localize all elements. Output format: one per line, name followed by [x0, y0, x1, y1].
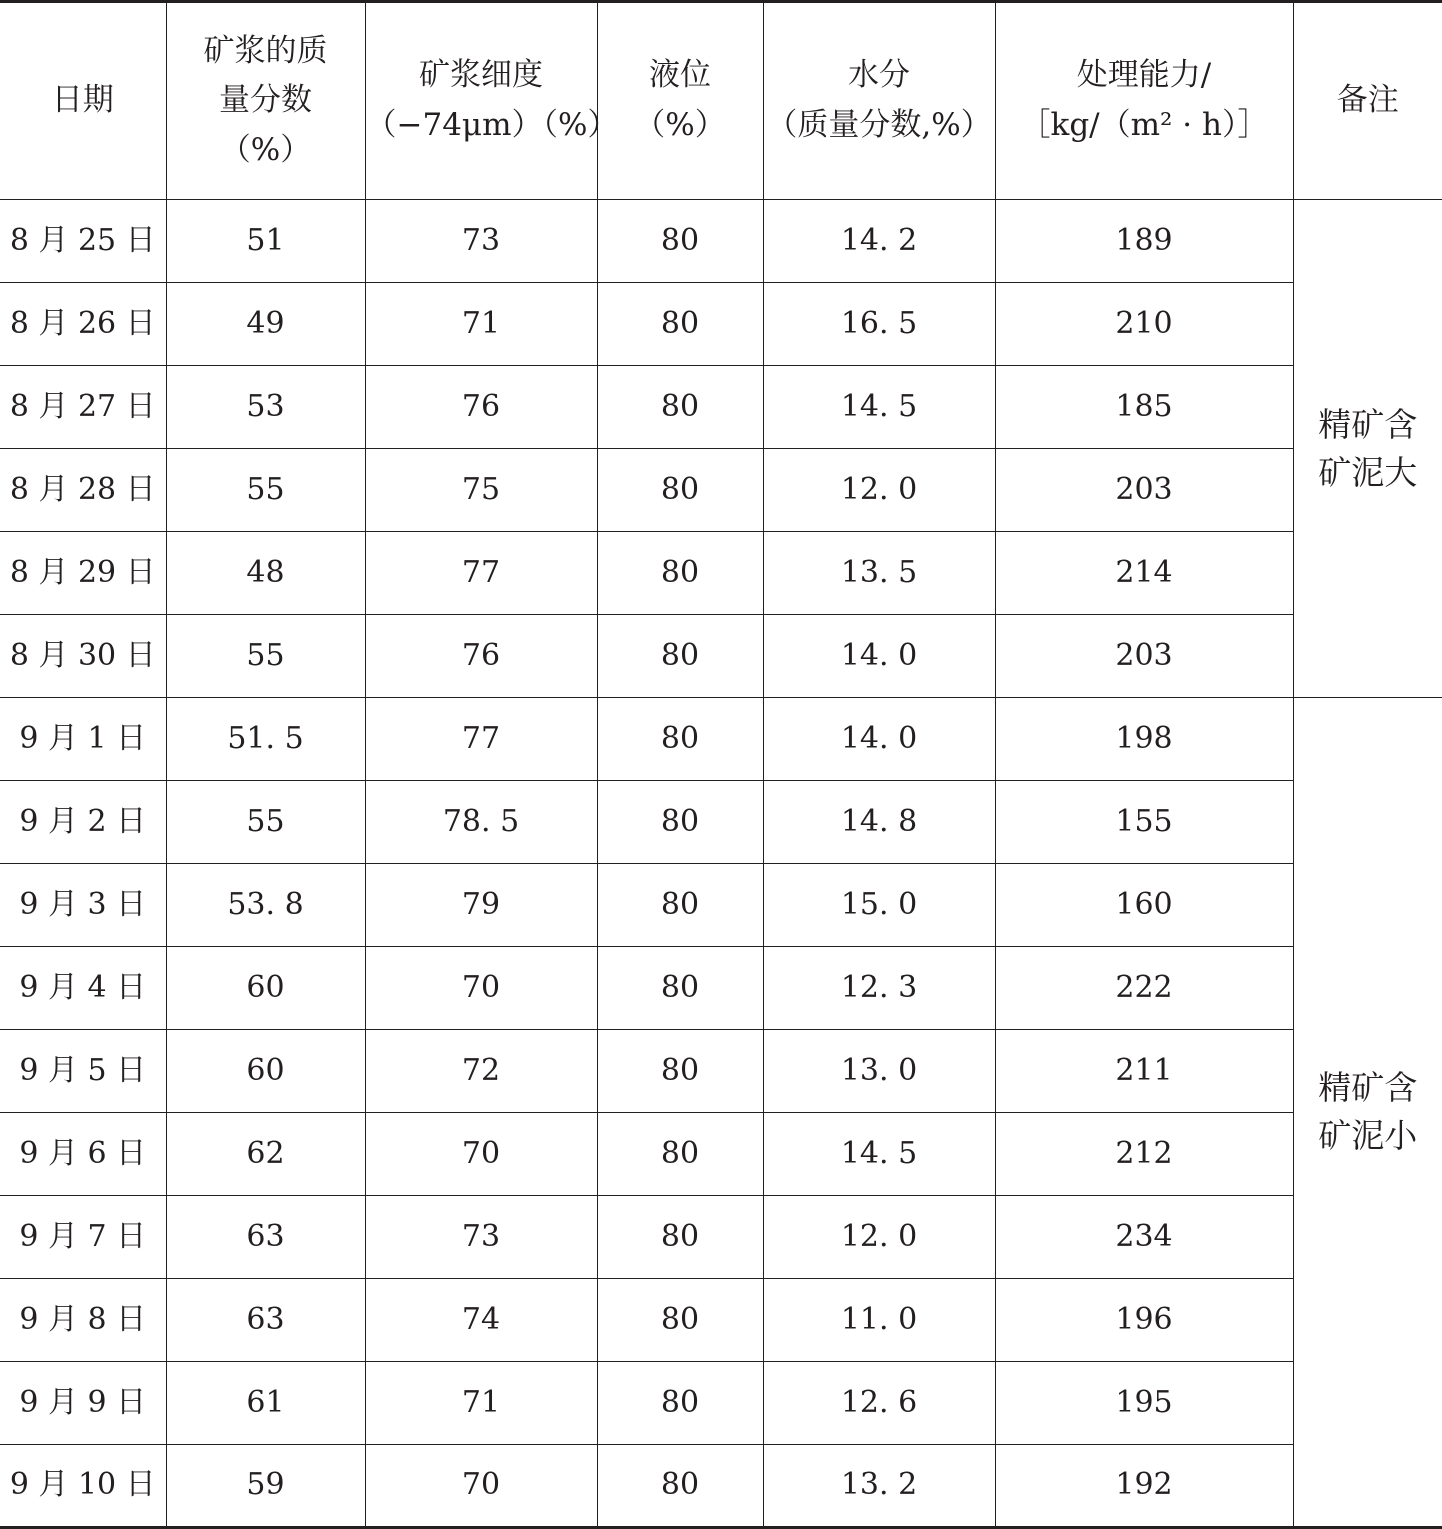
- cell-fineness: 73: [365, 1196, 597, 1279]
- cell-fineness: 71: [365, 1362, 597, 1445]
- cell-mass-fraction: 60: [166, 947, 365, 1030]
- cell-mass-fraction: 53: [166, 366, 365, 449]
- cell-capacity: 155: [995, 781, 1293, 864]
- cell-mass-fraction: 60: [166, 1030, 365, 1113]
- cell-date: 9 月 6 日: [0, 1113, 166, 1196]
- cell-capacity: 196: [995, 1279, 1293, 1362]
- cell-moisture: 13. 5: [763, 532, 995, 615]
- cell-level: 80: [597, 781, 763, 864]
- cell-moisture: 11. 0: [763, 1279, 995, 1362]
- cell-date: 8 月 25 日: [0, 200, 166, 283]
- cell-capacity: 222: [995, 947, 1293, 1030]
- cell-mass-fraction: 53. 8: [166, 864, 365, 947]
- header-note: 备注: [1293, 2, 1442, 200]
- note-line: 矿泥大: [1294, 449, 1442, 497]
- table-row: [0, 1445, 1442, 1528]
- cell-note: [1293, 200, 1442, 698]
- cell-mass-fraction: 59: [166, 1445, 365, 1528]
- header-fineness: 矿浆细度 （−74μm）（%）: [365, 2, 597, 200]
- cell-date: 9 月 2 日: [0, 781, 166, 864]
- cell-level: 80: [597, 947, 763, 1030]
- table-row: [0, 1196, 1442, 1279]
- cell-capacity: 192: [995, 1445, 1293, 1528]
- cell-level: 80: [597, 1030, 763, 1113]
- cell-fineness: 76: [365, 615, 597, 698]
- cell-level: 80: [597, 532, 763, 615]
- cell-fineness: 77: [365, 698, 597, 781]
- cell-moisture: 12. 0: [763, 449, 995, 532]
- cell-moisture: 12. 3: [763, 947, 995, 1030]
- cell-level: 80: [597, 1196, 763, 1279]
- cell-capacity: 198: [995, 698, 1293, 781]
- cell-fineness: 70: [365, 1113, 597, 1196]
- cell-date: 9 月 8 日: [0, 1279, 166, 1362]
- table-row: [0, 283, 1442, 366]
- cell-moisture: 14. 0: [763, 698, 995, 781]
- cell-capacity: 212: [995, 1113, 1293, 1196]
- cell-level: 80: [597, 1279, 763, 1362]
- table-row: [0, 1279, 1442, 1362]
- cell-level: 80: [597, 200, 763, 283]
- cell-mass-fraction: 55: [166, 615, 365, 698]
- cell-moisture: 13. 0: [763, 1030, 995, 1113]
- table-row: [0, 1030, 1442, 1113]
- cell-date: 9 月 9 日: [0, 1362, 166, 1445]
- cell-note: [1293, 698, 1442, 1528]
- cell-date: 9 月 5 日: [0, 1030, 166, 1113]
- table-row: [0, 864, 1442, 947]
- cell-date: 8 月 29 日: [0, 532, 166, 615]
- table-row: [0, 366, 1442, 449]
- cell-level: 80: [597, 864, 763, 947]
- header-moisture: 水分 （质量分数,%）: [763, 2, 995, 200]
- cell-capacity: 234: [995, 1196, 1293, 1279]
- cell-date: 8 月 28 日: [0, 449, 166, 532]
- cell-fineness: 77: [365, 532, 597, 615]
- cell-fineness: 74: [365, 1279, 597, 1362]
- cell-level: 80: [597, 1113, 763, 1196]
- cell-date: 9 月 4 日: [0, 947, 166, 1030]
- cell-capacity: 210: [995, 283, 1293, 366]
- cell-fineness: 70: [365, 947, 597, 1030]
- table-row: [0, 1362, 1442, 1445]
- note-line: 精矿含: [1294, 401, 1442, 449]
- cell-moisture: 14. 2: [763, 200, 995, 283]
- cell-mass-fraction: 51: [166, 200, 365, 283]
- header-capacity: 处理能力/ ［kg/（m² · h）］: [995, 2, 1293, 200]
- cell-mass-fraction: 62: [166, 1113, 365, 1196]
- cell-date: 9 月 3 日: [0, 864, 166, 947]
- header-date: 日期: [0, 2, 166, 200]
- header-level: 液位 （%）: [597, 2, 763, 200]
- cell-mass-fraction: 48: [166, 532, 365, 615]
- cell-fineness: 76: [365, 366, 597, 449]
- cell-capacity: 195: [995, 1362, 1293, 1445]
- table-row: [0, 1113, 1442, 1196]
- cell-date: 8 月 30 日: [0, 615, 166, 698]
- cell-level: 80: [597, 615, 763, 698]
- cell-moisture: 15. 0: [763, 864, 995, 947]
- cell-moisture: 12. 0: [763, 1196, 995, 1279]
- cell-fineness: 79: [365, 864, 597, 947]
- cell-capacity: 189: [995, 200, 1293, 283]
- table-row: [0, 449, 1442, 532]
- cell-moisture: 13. 2: [763, 1445, 995, 1528]
- table-row: [0, 947, 1442, 1030]
- cell-capacity: 185: [995, 366, 1293, 449]
- cell-capacity: 214: [995, 532, 1293, 615]
- cell-level: 80: [597, 449, 763, 532]
- table-row: [0, 532, 1442, 615]
- cell-moisture: 16. 5: [763, 283, 995, 366]
- cell-fineness: 78. 5: [365, 781, 597, 864]
- cell-level: 80: [597, 283, 763, 366]
- note-line: 精矿含: [1294, 1064, 1442, 1112]
- cell-moisture: 12. 6: [763, 1362, 995, 1445]
- cell-moisture: 14. 8: [763, 781, 995, 864]
- cell-capacity: 211: [995, 1030, 1293, 1113]
- table-row: [0, 698, 1442, 781]
- header-mass-fraction: 矿浆的质 量分数 （%）: [166, 2, 365, 200]
- cell-level: 80: [597, 1362, 763, 1445]
- cell-date: 9 月 7 日: [0, 1196, 166, 1279]
- cell-fineness: 71: [365, 283, 597, 366]
- table-row: [0, 200, 1442, 283]
- cell-fineness: 70: [365, 1445, 597, 1528]
- cell-mass-fraction: 61: [166, 1362, 365, 1445]
- table-body: [0, 200, 1442, 1528]
- cell-fineness: 72: [365, 1030, 597, 1113]
- cell-moisture: 14. 5: [763, 1113, 995, 1196]
- cell-mass-fraction: 63: [166, 1279, 365, 1362]
- cell-date: 9 月 1 日: [0, 698, 166, 781]
- cell-moisture: 14. 0: [763, 615, 995, 698]
- cell-capacity: 203: [995, 615, 1293, 698]
- cell-capacity: 203: [995, 449, 1293, 532]
- note-line: 矿泥小: [1294, 1112, 1442, 1160]
- cell-date: 8 月 27 日: [0, 366, 166, 449]
- cell-capacity: 160: [995, 864, 1293, 947]
- cell-mass-fraction: 55: [166, 781, 365, 864]
- cell-level: 80: [597, 698, 763, 781]
- table-row: [0, 615, 1442, 698]
- cell-mass-fraction: 63: [166, 1196, 365, 1279]
- header-row: [0, 2, 1442, 200]
- cell-mass-fraction: 55: [166, 449, 365, 532]
- cell-fineness: 73: [365, 200, 597, 283]
- cell-moisture: 14. 5: [763, 366, 995, 449]
- table-row: [0, 781, 1442, 864]
- cell-mass-fraction: 51. 5: [166, 698, 365, 781]
- cell-date: 9 月 10 日: [0, 1445, 166, 1528]
- cell-level: 80: [597, 1445, 763, 1528]
- cell-mass-fraction: 49: [166, 283, 365, 366]
- cell-level: 80: [597, 366, 763, 449]
- cell-date: 8 月 26 日: [0, 283, 166, 366]
- cell-fineness: 75: [365, 449, 597, 532]
